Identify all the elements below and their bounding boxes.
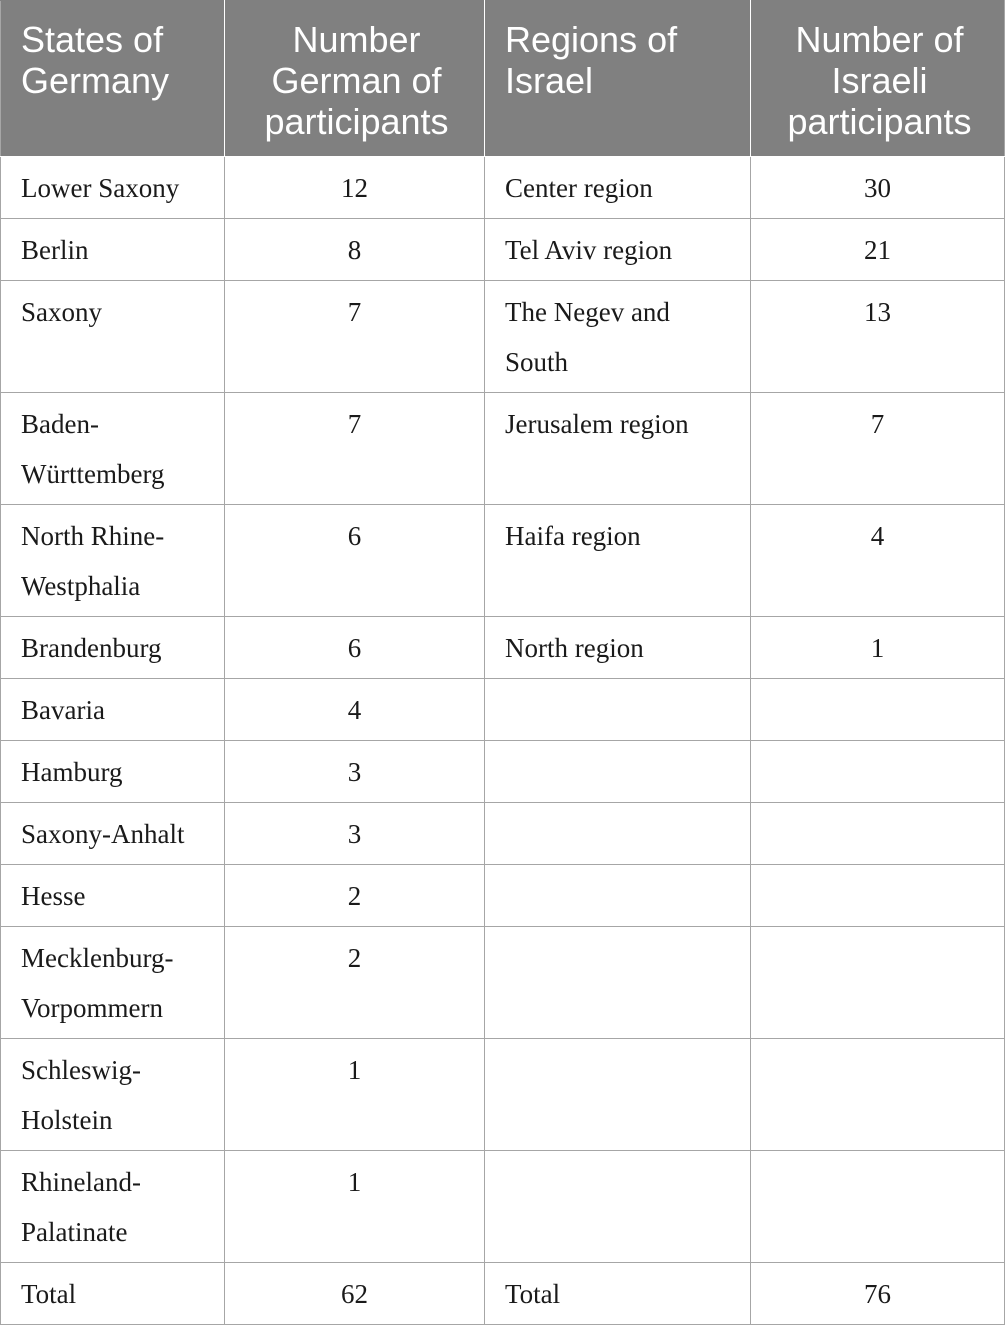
table-row bbox=[1, 865, 1005, 927]
state-cell: Saxony-Anhalt bbox=[1, 803, 225, 865]
state-cell: Hesse bbox=[1, 865, 225, 927]
israeli-count-cell: 7 bbox=[751, 393, 1005, 505]
region-cell: North region bbox=[485, 617, 751, 679]
state-cell: Baden-Württemberg bbox=[1, 393, 225, 505]
table-row bbox=[1, 393, 1005, 505]
total-israeli-count: 76 bbox=[751, 1263, 1005, 1325]
total-label-germany: Total bbox=[1, 1263, 225, 1325]
header-israeli-participants: Number of Israeli participants bbox=[751, 1, 1005, 157]
israeli-count-cell bbox=[751, 865, 1005, 927]
table-row bbox=[1, 1039, 1005, 1151]
german-count-cell: 8 bbox=[225, 219, 485, 281]
state-cell: Schleswig-Holstein bbox=[1, 1039, 225, 1151]
german-count-cell: 2 bbox=[225, 927, 485, 1039]
table-row bbox=[1, 505, 1005, 617]
header-regions-of-israel: Regions of Israel bbox=[485, 1, 751, 157]
german-count-cell: 12 bbox=[225, 157, 485, 219]
header-row bbox=[1, 1, 1005, 157]
region-cell bbox=[485, 927, 751, 1039]
israeli-count-cell: 13 bbox=[751, 281, 1005, 393]
region-cell: The Negev and South bbox=[485, 281, 751, 393]
state-cell: Mecklenburg-Vorpommern bbox=[1, 927, 225, 1039]
table-row bbox=[1, 741, 1005, 803]
german-count-cell: 2 bbox=[225, 865, 485, 927]
state-cell: Brandenburg bbox=[1, 617, 225, 679]
state-cell: Hamburg bbox=[1, 741, 225, 803]
total-german-count: 62 bbox=[225, 1263, 485, 1325]
table-row bbox=[1, 281, 1005, 393]
header-german-participants: Number German of participants bbox=[225, 1, 485, 157]
region-cell: Tel Aviv region bbox=[485, 219, 751, 281]
german-count-cell: 1 bbox=[225, 1039, 485, 1151]
table-row bbox=[1, 617, 1005, 679]
state-cell: North Rhine-Westphalia bbox=[1, 505, 225, 617]
region-cell bbox=[485, 1039, 751, 1151]
state-cell: Lower Saxony bbox=[1, 157, 225, 219]
israeli-count-cell: 21 bbox=[751, 219, 1005, 281]
state-cell: Saxony bbox=[1, 281, 225, 393]
region-cell bbox=[485, 803, 751, 865]
israeli-count-cell bbox=[751, 741, 1005, 803]
region-cell bbox=[485, 741, 751, 803]
german-count-cell: 7 bbox=[225, 393, 485, 505]
german-count-cell: 6 bbox=[225, 505, 485, 617]
header-states-of-germany: States of Germany bbox=[1, 1, 225, 157]
table-row bbox=[1, 803, 1005, 865]
region-cell bbox=[485, 865, 751, 927]
israeli-count-cell bbox=[751, 803, 1005, 865]
german-count-cell: 6 bbox=[225, 617, 485, 679]
german-count-cell: 7 bbox=[225, 281, 485, 393]
region-cell bbox=[485, 1151, 751, 1263]
german-count-cell: 4 bbox=[225, 679, 485, 741]
table-row bbox=[1, 219, 1005, 281]
table-row bbox=[1, 157, 1005, 219]
german-count-cell: 1 bbox=[225, 1151, 485, 1263]
total-label-israel: Total bbox=[485, 1263, 751, 1325]
region-cell: Jerusalem region bbox=[485, 393, 751, 505]
total-row bbox=[1, 1263, 1005, 1325]
table-row bbox=[1, 679, 1005, 741]
german-count-cell: 3 bbox=[225, 803, 485, 865]
israeli-count-cell bbox=[751, 927, 1005, 1039]
israeli-count-cell: 4 bbox=[751, 505, 1005, 617]
region-cell: Haifa region bbox=[485, 505, 751, 617]
region-cell: Center region bbox=[485, 157, 751, 219]
region-cell bbox=[485, 679, 751, 741]
table-row bbox=[1, 927, 1005, 1039]
german-count-cell: 3 bbox=[225, 741, 485, 803]
table-row bbox=[1, 1151, 1005, 1263]
israeli-count-cell bbox=[751, 679, 1005, 741]
israeli-count-cell bbox=[751, 1151, 1005, 1263]
israeli-count-cell bbox=[751, 1039, 1005, 1151]
state-cell: Berlin bbox=[1, 219, 225, 281]
state-cell: Rhineland-Palatinate bbox=[1, 1151, 225, 1263]
israeli-count-cell: 30 bbox=[751, 157, 1005, 219]
state-cell: Bavaria bbox=[1, 679, 225, 741]
israeli-count-cell: 1 bbox=[751, 617, 1005, 679]
